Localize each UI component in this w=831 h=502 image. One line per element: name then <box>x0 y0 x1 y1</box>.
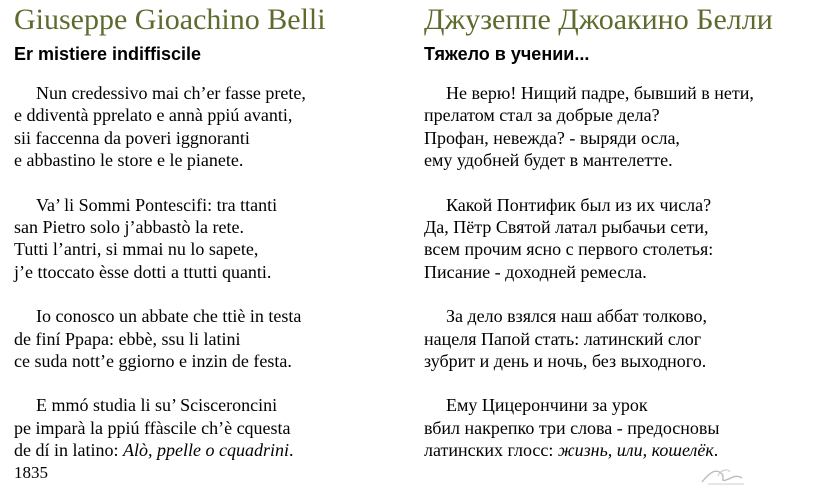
line-suffix: . <box>713 440 719 461</box>
poem-line: Ему Цицерончини за урок <box>446 395 648 416</box>
stanza <box>14 394 306 461</box>
poem-line: прелатом стал за добрые дела? <box>424 105 660 126</box>
poem-line: зубрит и день и ночь, без выходного. <box>424 351 707 372</box>
poem-line: нацеля Папой стать: латинский слог <box>424 328 702 349</box>
poem-line-last <box>14 439 306 461</box>
stanza <box>424 194 754 284</box>
poem-text <box>14 82 306 484</box>
poem-line: de finí Ppapa: ebbè, ssu li latini <box>14 328 241 349</box>
poem-line: всем прочим ясно с первого столетья: <box>424 239 714 260</box>
poem-line: j’e ttoccato èsse dotti a ttutti quanti. <box>14 261 272 282</box>
author-name: Giuseppe Gioachino Belli <box>14 3 326 36</box>
poem-line: вбил накрепко три слова - предосновы <box>424 417 720 438</box>
poem-line: Va’ li Sommi Pontescifi: tra ttanti <box>36 194 278 215</box>
line-prefix: латинских глосс: <box>424 440 558 461</box>
poem-line-last <box>424 439 754 461</box>
translation-text <box>424 82 754 484</box>
poem-line: ему удобней будет в мантелетте. <box>424 150 673 171</box>
poem-year: 1835 <box>14 463 48 482</box>
author-name-translated: Джузеппе Джоакино Белли <box>424 3 773 36</box>
poem-line: Nun credessivo mai ch’er fasse prete, <box>36 83 306 103</box>
poem-line: Писание - доходней ремесла. <box>424 261 647 282</box>
line-suffix: . <box>288 440 294 461</box>
signature-icon <box>698 462 748 490</box>
italic-phrase: жизнь, или, кошелёк <box>557 440 714 461</box>
stanza <box>14 82 306 172</box>
poem-line: pe imparà la ppiú ffàscile ch’è cquesta <box>14 417 291 438</box>
poem-line: Io conosco un abbate che ttiè in testa <box>36 306 302 327</box>
poem-line: san Pietro solo j’abbastò la rete. <box>14 217 244 238</box>
poem-line: E mmó studia li su’ Scisceroncini <box>36 395 278 416</box>
translation-title: Тяжело в учении... <box>424 44 590 64</box>
poem-line: sii faccenna da poveri iggnoranti <box>14 127 250 148</box>
italic-phrase: Alò, ppelle o cquadrini <box>122 440 289 461</box>
line-prefix: de dí in latino: <box>14 440 123 461</box>
poem-line: Какой Понтифик был из их числа? <box>446 194 712 215</box>
stanza <box>424 305 754 372</box>
poem-line: За дело взялся наш аббат толково, <box>446 306 708 327</box>
poem-line: e abbastino le store e le pianete. <box>14 150 244 171</box>
stanza <box>14 305 306 372</box>
poem-line: Tutti l’antri, si mmai nu lo sapete, <box>14 239 259 260</box>
poem-line: e ddiventà pprelato e annà ppiú avanti, <box>14 105 293 126</box>
poem-line: Да, Пётр Святой латал рыбачьи сети, <box>424 217 709 238</box>
poem-line: Профан, невежда? - выряди осла, <box>424 127 680 148</box>
poem-line: Не верю! Нищий падре, бывший в нети, <box>446 83 754 103</box>
stanza <box>424 394 754 461</box>
poem-line: ce suda nott’e ggiorno e inzin de festa. <box>14 351 292 372</box>
stanza <box>14 194 306 284</box>
stanza <box>424 82 754 172</box>
poem-title: Er mistiere indiffiscile <box>14 44 202 64</box>
